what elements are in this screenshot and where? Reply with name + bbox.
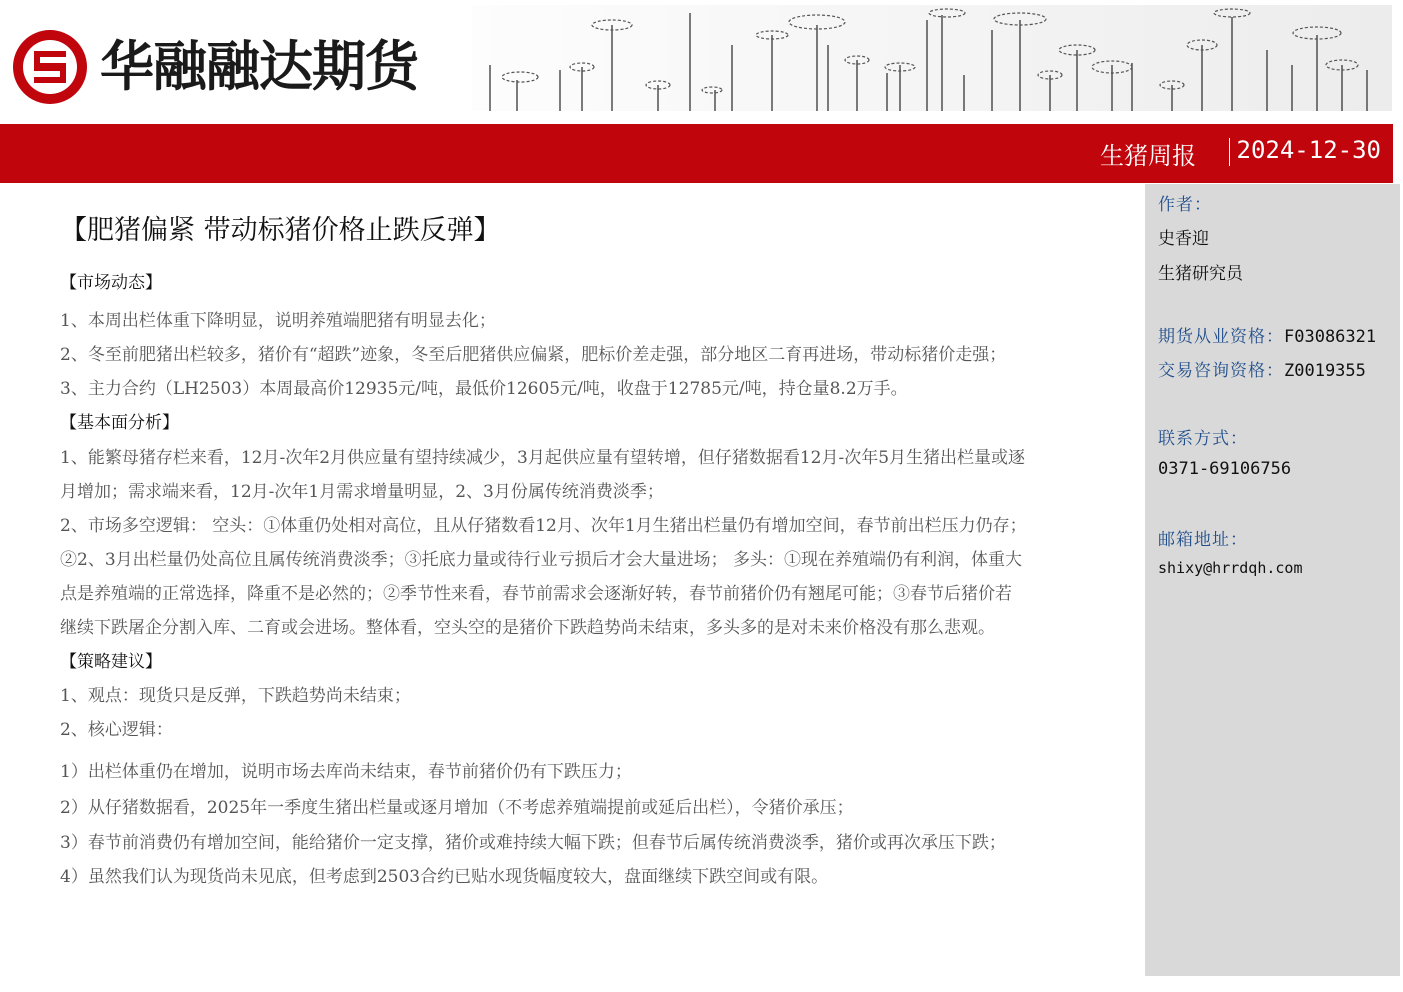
paragraph-line: 1、本周出栏体重下降明显，说明养殖端肥猪有明显去化；: [60, 311, 496, 331]
paragraph-line: 3、主力合约（LH2503）本周最高价12935元/吨，最低价12605元/吨，收盘于12785元/吨，持仓量8.2万手。: [60, 379, 908, 399]
report-header-bar: [0, 124, 1393, 183]
paragraph-line: 1、观点：现货只是反弹，下跌趋势尚未结束；: [60, 686, 411, 706]
paragraph-line: 4）虽然我们认为现货尚未见底，但考虑到2503合约已贴水现货幅度较大，盘面继续下跌空间或有限。: [60, 867, 829, 887]
paragraph-line: 2、市场多空逻辑： 空头：①体重仍处相对高位，且从仔猪数看12月、次年1月生猪出栏量仍有增加空间，春节前出栏压力仍存；: [60, 516, 1027, 536]
paragraph-line: ②2、3月出栏量仍处高位且属传统消费淡季；③托底力量或待行业亏损后才会大量进场； 多头：①现在养殖端仍有利润，体重大: [60, 550, 1023, 570]
futures-cert: [1158, 322, 1376, 347]
paragraph-line: 2、冬至前肥猪出栏较多，猪价有“超跌”迹象，冬至后肥猪供应偏紧，肥标价差走强，部分地区二育再进场，带动标猪价走强；: [60, 345, 1007, 365]
brand-logo: [10, 25, 418, 109]
email-label: 邮箱地址：: [1158, 530, 1248, 550]
futures-cert-label: 期货从业资格：: [1158, 327, 1284, 347]
paragraph-line: 1）出栏体重仍在增加，说明市场去库尚未结束，春节前猪价仍有下跌压力；: [60, 762, 632, 782]
author-name: 史香迎: [1158, 229, 1209, 249]
brand-name: 华融融达期货: [100, 35, 418, 98]
header-divider: [1229, 138, 1230, 166]
paragraph-line: 继续下跌屠企分割入库、二育或会进场。整体看，空头空的是猪价下跌趋势尚未结束，多头多的是对未来价格没有那么悲观。: [60, 618, 995, 638]
paragraph-line: 3）春节前消费仍有增加空间，能给猪价一定支撑，猪价或难持续大幅下跌；但春节后属传统消费淡季，猪价或再次承压下跌；: [60, 833, 1006, 853]
advisory-cert-value: Z0019355: [1284, 361, 1366, 381]
paragraph-line: 1、能繁母猪存栏来看，12月-次年2月供应量有望持续减少，3月起供应量有望转增，但仔猪数据看12月-次年5月生猪出栏量或逐: [60, 448, 1026, 468]
paragraph-line: 月增加；需求端来看，12月-次年1月需求增量明显，2、3月份属传统消费淡季；: [60, 482, 664, 502]
contact-phone: 0371-69106756: [1158, 459, 1292, 479]
advisory-cert-label: 交易咨询资格：: [1158, 361, 1284, 381]
paragraph-line: 点是养殖端的正常选择，降重不是必然的；②季节性来看，春节前需求会逐渐好转，春节前猪价仍有翘尾可能；③春节后猪价若: [60, 584, 1012, 604]
contact-label: 联系方式：: [1158, 429, 1248, 449]
author-sidebar: [1145, 184, 1400, 976]
section-heading-market: 【市场动态】: [60, 273, 162, 293]
section-heading-fundamentals: 【基本面分析】: [60, 413, 179, 433]
author-label: 作者：: [1158, 195, 1212, 215]
brand-logo-icon: [10, 27, 90, 107]
report-date: 2024-12-30: [1236, 136, 1381, 164]
banner-decoration: [472, 5, 1392, 111]
article-title: 【肥猪偏紧 带动标猪价格止跌反弹】: [60, 215, 501, 246]
futures-cert-value: F03086321: [1284, 327, 1377, 347]
paragraph-line: 2）从仔猪数据看，2025年一季度生猪出栏量或逐月增加（不考虑养殖端提前或延后出栏），令猪价承压；: [60, 798, 854, 818]
email-address[interactable]: shixy@hrrdqh.com: [1158, 559, 1303, 577]
report-title: 生猪周报: [1100, 142, 1196, 170]
section-heading-strategy: 【策略建议】: [60, 652, 162, 672]
advisory-cert: [1158, 356, 1366, 381]
author-role: 生猪研究员: [1158, 264, 1243, 284]
paragraph-line: 2、核心逻辑：: [60, 720, 173, 740]
